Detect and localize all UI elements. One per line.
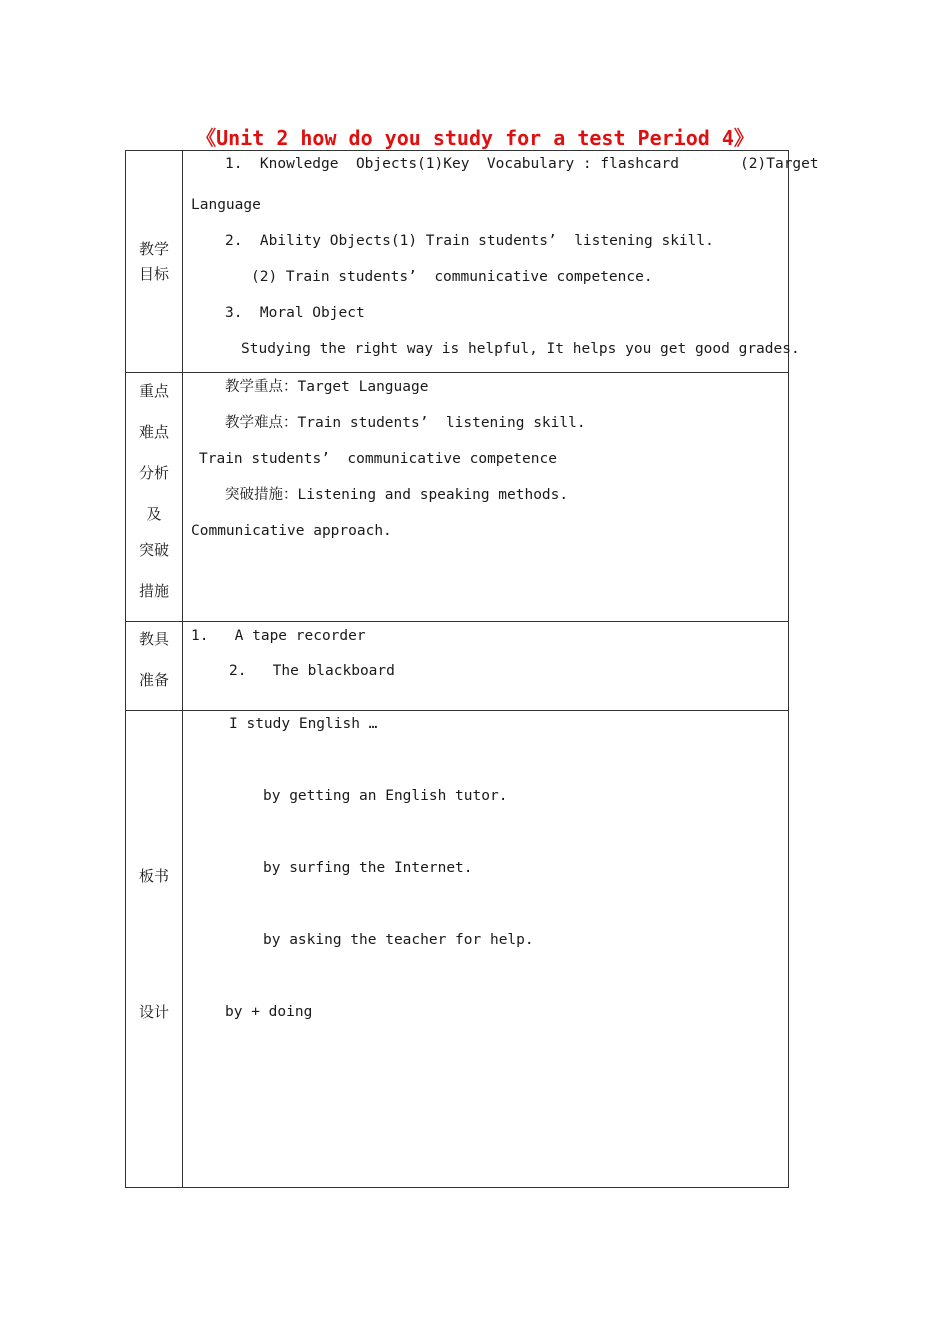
lesson-plan-table	[125, 150, 819, 1188]
materials-label-line1: 教具	[138, 630, 169, 648]
key-points-label-line: 难点	[138, 423, 169, 441]
objectives-label-line2: 目标	[138, 265, 169, 283]
key-points-line: Communicative approach.	[191, 523, 392, 539]
materials-content-cell	[183, 622, 789, 711]
board-line: by asking the teacher for help.	[263, 932, 534, 948]
board-label-line2: 设计	[138, 1003, 169, 1021]
objectives-label-line1: 教学	[138, 240, 169, 258]
key-points-line: 突破措施：Listening and speaking methods.	[225, 487, 569, 503]
key-points-label-line: 措施	[138, 582, 169, 600]
objectives-row	[126, 151, 789, 373]
key-points-line: Train students’ communicative competence	[199, 451, 557, 467]
board-label-cell	[126, 711, 183, 1188]
materials-line: 2. The blackboard	[229, 663, 395, 679]
board-line: I study English …	[229, 716, 378, 732]
objectives-line: 1. Knowledge Objects(1)Key Vocabulary : flashcard (2)Target	[225, 156, 819, 172]
board-row	[126, 711, 789, 1188]
key-points-label-line: 及	[146, 505, 162, 523]
key-points-label-line: 重点	[138, 382, 169, 400]
key-points-line: 教学重点：Target Language	[225, 379, 429, 395]
key-points-label-line: 分析	[138, 464, 169, 482]
key-points-line: 教学难点：Train students’ listening skill.	[225, 415, 586, 431]
objectives-line: Language	[191, 197, 261, 213]
objectives-line: Studying the right way is helpful, It helps you get good grades.	[241, 341, 800, 357]
materials-line: 1. A tape recorder	[191, 628, 366, 644]
board-line: by + doing	[225, 1004, 313, 1020]
board-line: by getting an English tutor.	[263, 788, 508, 804]
board-content-cell	[183, 711, 789, 1188]
objectives-line: 2. Ability Objects(1) Train students’ listening skill.	[225, 233, 714, 249]
key-points-label-line: 突破	[138, 541, 169, 559]
document-title: 《Unit 2 how do you study for a test Period 4》	[196, 126, 754, 150]
key-points-row	[126, 373, 789, 622]
objectives-line: 3. Moral Object	[225, 305, 365, 321]
objectives-label-cell	[126, 151, 183, 373]
materials-label-cell	[126, 622, 183, 711]
board-label-line1: 板书	[138, 867, 169, 885]
key-points-content-cell	[183, 373, 789, 622]
key-points-label-cell	[126, 373, 183, 622]
objectives-line: (2) Train students’ communicative competence.	[251, 269, 653, 285]
materials-label-line2: 准备	[138, 671, 169, 689]
objectives-content-cell	[183, 151, 819, 373]
materials-row	[126, 622, 789, 711]
board-line: by surfing the Internet.	[263, 860, 473, 876]
